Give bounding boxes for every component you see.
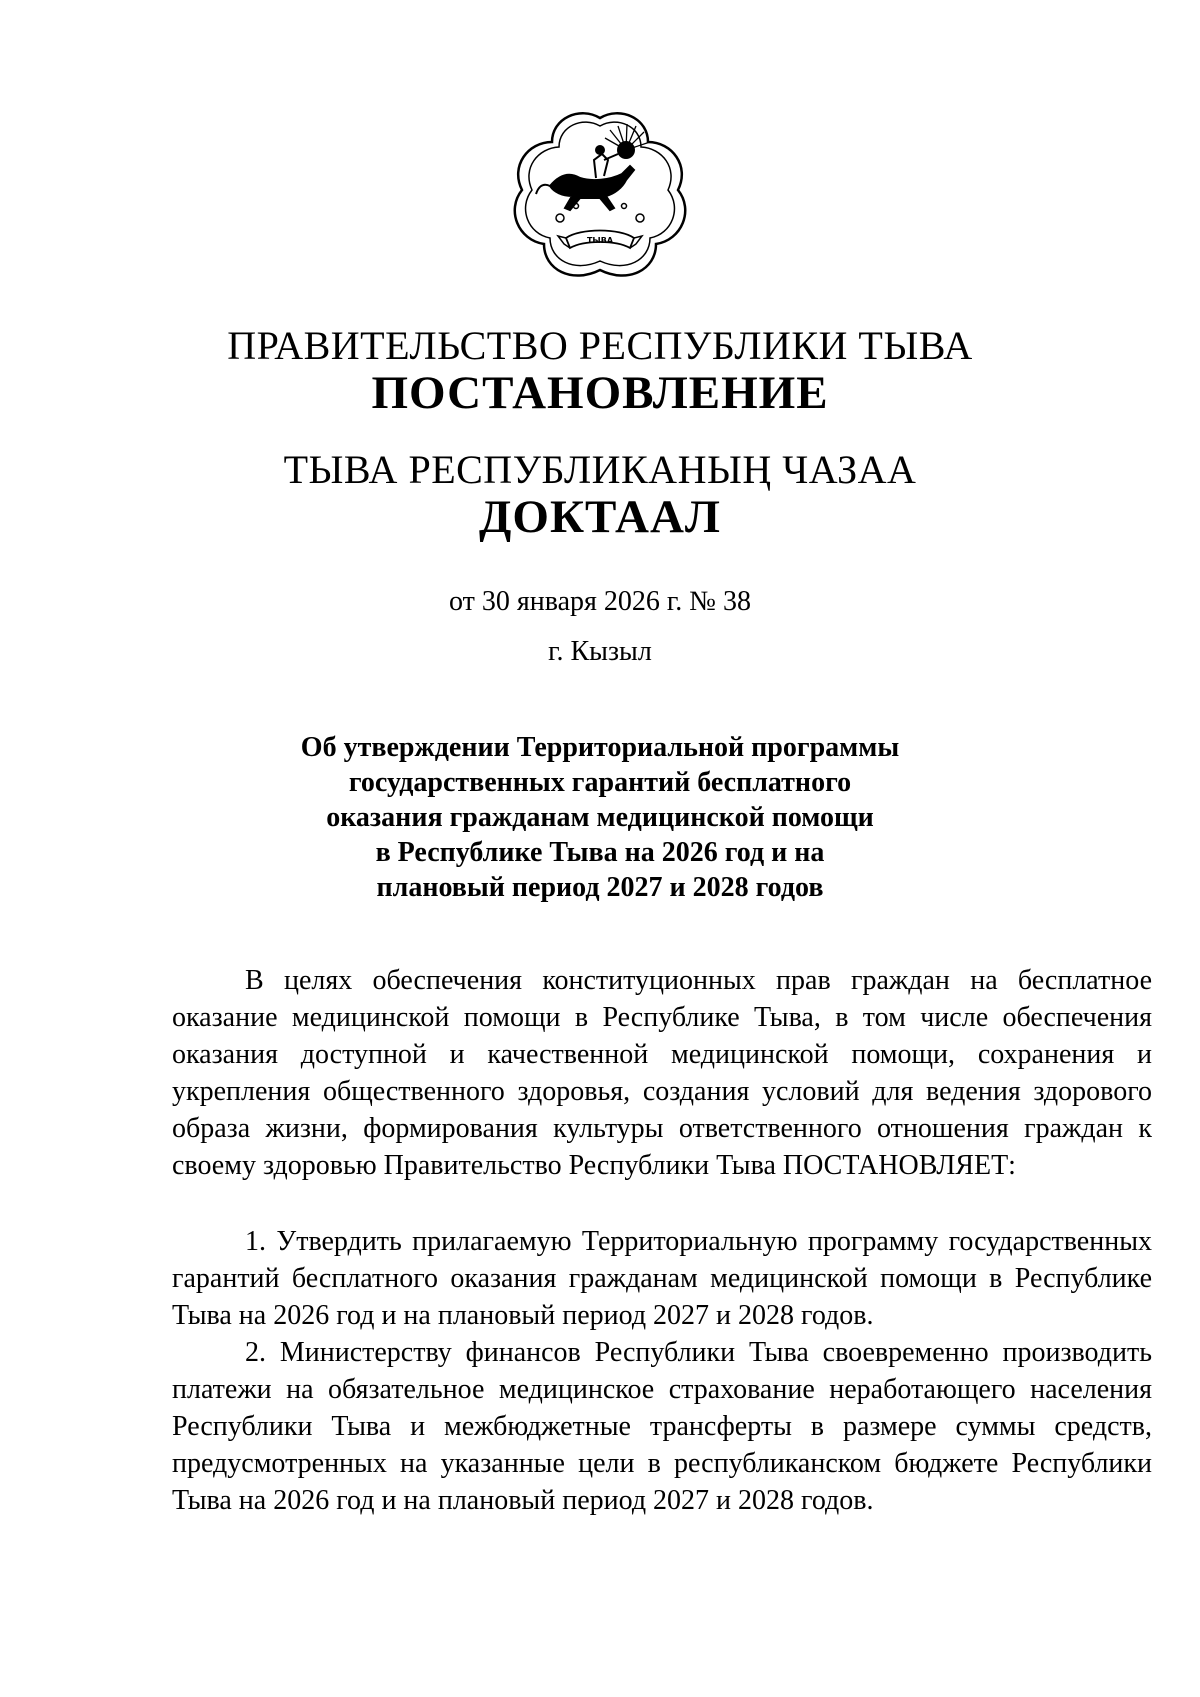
clause-2: [172, 1334, 1152, 1519]
body-paragraph: В целях обеспечения конституционных прав граждан на бесплатное оказание медицинской помощи в Республике Тыва, в том числе обеспечения оказания доступной и качественной медицинской помощи, сохранения и укрепления общественного здоровья, создания условий для ведения здорового образа жизни, формирования культуры ответственного отношения граждан к своему здоровью Правительство Республики Тыва ПОСТАНОВЛЯЕТ:: [172, 965, 1152, 1181]
body-paragraph: 2. Министерству финансов Республики Тыва своевременно производить платежи на обязательное медицинское страхование неработающего населения Республики Тыва и межбюджетные трансферты в размере суммы средств, предусмотренных на указанные цели в республиканском бюджете Республики Тыва на 2026 год и на плановый период 2027 и 2028 годов.: [172, 1337, 1152, 1516]
document-type-tv: ДОКТААЛ: [479, 491, 721, 543]
clause-1: [172, 1223, 1152, 1334]
title-line: плановый период 2027 и 2028 годов: [376, 872, 824, 903]
coat-of-arms-emblem: [510, 108, 690, 286]
ribbon-banner: [558, 231, 642, 249]
document-type-ru: ПОСТАНОВЛЕНИЕ: [371, 367, 829, 419]
body-paragraph: 1. Утвердить прилагаемую Территориальную программу государственных гарантий бесплатного оказания гражданам медицинской помощи в Республике Тыва на 2026 год и на плановый период 2027 и 2028 годов.: [172, 1226, 1152, 1331]
title-line: оказания гражданам медицинской помощи: [326, 802, 874, 833]
preamble-paragraph: [172, 962, 1152, 1184]
document-date-number: от 30 января 2026 г. № 38: [449, 586, 751, 617]
sun-icon: [605, 124, 650, 159]
document-title: [280, 730, 920, 905]
title-line: Об утверждении Территориальной программы: [300, 732, 900, 763]
title-line: в Республике Тыва на 2026 год и на: [375, 837, 825, 868]
svg-text:ТЫВА: ТЫВА: [586, 236, 614, 245]
title-line: государственных гарантий бесплатного: [348, 767, 852, 798]
document-city: г. Кызыл: [548, 636, 652, 667]
organization-name-tv: ТЫВА РЕСПУБЛИКАНЫҢ ЧАЗАА: [283, 447, 917, 492]
organization-name-ru: ПРАВИТЕЛЬСТВО РЕСПУБЛИКИ ТЫВА: [227, 323, 973, 368]
